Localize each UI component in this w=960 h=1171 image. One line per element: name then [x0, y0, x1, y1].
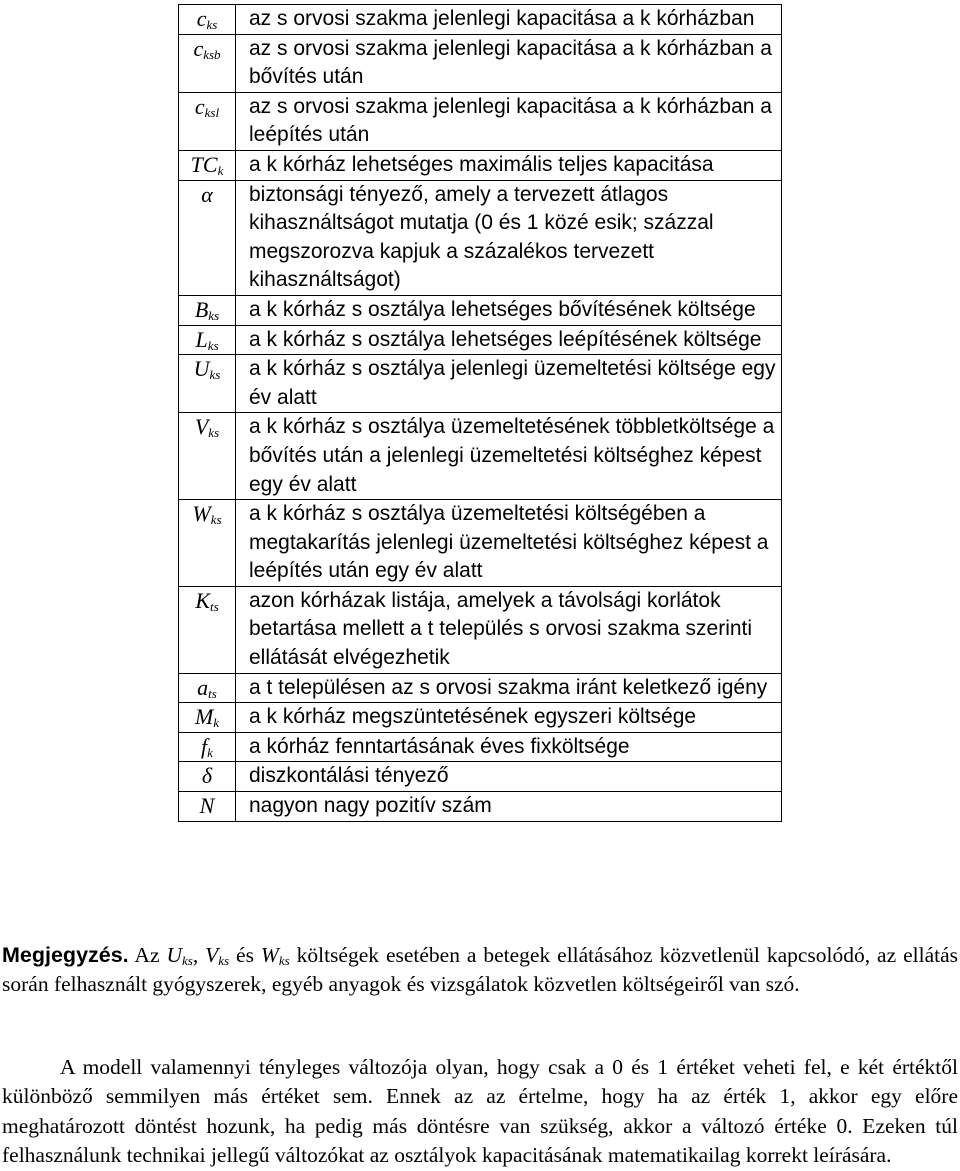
note-text: költségek esetében a betegek ellátásához közvetlenül kapcsolódó, az ellátás során felhasznált gyógyszerek, egyéb anyagok és vizsgálatok közvetlen költségeiről van szó.: [2, 942, 958, 996]
symbol-row: [179, 92, 782, 150]
definition-cell: a t településen az s orvosi szakma iránt keletkező igény: [236, 673, 782, 703]
symbol-table-body: [179, 5, 782, 822]
symbol-row: [179, 732, 782, 762]
definition-cell: az s orvosi szakma jelenlegi kapacitása a k kórházban a bővítés után: [236, 34, 782, 92]
symbol-cell: $c_{ksb}$: [179, 34, 236, 92]
symbol-cell: $U_{ks}$: [179, 355, 236, 413]
symbol-cell: $c_{ks}$: [179, 5, 236, 35]
symbol-row: [179, 180, 782, 295]
definition-cell: azon kórházak listája, amelyek a távolsági korlátok betartása mellett a t település s orvosi szakma szerinti ellátását elvégezhetik: [236, 586, 782, 673]
note-u-symbol: $U_{ks}$: [166, 942, 193, 968]
symbol-row: [179, 355, 782, 413]
symbol-cell: $TC_k$: [179, 150, 236, 180]
symbol-cell: $c_{ksl}$: [179, 92, 236, 150]
definition-cell: nagyon nagy pozitív szám: [236, 792, 782, 822]
symbol-row: [179, 5, 782, 35]
symbol-row: [179, 762, 782, 792]
symbol-cell: $a_{ts}$: [179, 673, 236, 703]
symbol-row: [179, 673, 782, 703]
symbol-cell: $W_{ks}$: [179, 500, 236, 587]
symbol-cell: $K_{ts}$: [179, 586, 236, 673]
symbol-cell: $L_{ks}$: [179, 325, 236, 355]
definition-cell: a k kórház lehetséges maximális teljes kapacitása: [236, 150, 782, 180]
definition-cell: diszkontálási tényező: [236, 762, 782, 792]
symbol-row: [179, 295, 782, 325]
definition-cell: biztonsági tényező, amely a tervezett átlagos kihasználtságot mutatja (0 és 1 közé esik; százzal megszorozva kapjuk a százalékos tervezett kihasználtságot): [236, 180, 782, 295]
definition-cell: a k kórház s osztálya üzemeltetésének többletköltsége a bővítés után a jelenlegi üzemeltetési költséghez képest egy év alatt: [236, 413, 782, 500]
symbol-cell: $f_k$: [179, 732, 236, 762]
definition-cell: a k kórház megszüntetésének egyszeri költsége: [236, 703, 782, 733]
note-paragraph: [2, 941, 958, 1000]
note-comma: ,: [192, 942, 199, 967]
symbol-row: [179, 703, 782, 733]
symbol-cell: α: [179, 180, 236, 295]
definition-cell: a k kórház s osztálya lehetséges bővítésének költsége: [236, 295, 782, 325]
symbol-row: [179, 413, 782, 500]
definition-cell: a k kórház s osztálya jelenlegi üzemeltetési költsége egy év alatt: [236, 355, 782, 413]
definition-cell: a k kórház s osztálya lehetséges leépítésének költsége: [236, 325, 782, 355]
symbol-row: [179, 325, 782, 355]
definition-cell: az s orvosi szakma jelenlegi kapacitása a k kórházban: [236, 5, 782, 35]
definition-cell: a k kórház s osztálya üzemeltetési költségében a megtakarítás jelenlegi üzemeltetési költséghez képest a leépítés után egy év alatt: [236, 500, 782, 587]
note-v-symbol: $V_{ks}$: [205, 942, 230, 968]
symbol-row: [179, 792, 782, 822]
note-label: Megjegyzés.: [2, 942, 129, 967]
symbol-table: [178, 4, 782, 822]
note-az: Az: [134, 942, 160, 967]
symbol-row: [179, 500, 782, 587]
symbol-cell: δ: [179, 762, 236, 792]
symbol-row: [179, 586, 782, 673]
symbol-cell: $M_k$: [179, 703, 236, 733]
symbol-cell: $V_{ks}$: [179, 413, 236, 500]
symbol-cell: N: [179, 792, 236, 822]
symbol-cell: $B_{ks}$: [179, 295, 236, 325]
symbol-row: [179, 34, 782, 92]
symbol-row: [179, 150, 782, 180]
body-paragraph: A modell valamennyi tényleges változója olyan, hogy csak a 0 és 1 értéket veheti fel, e két értéktől különböző semmilyen más értéket sem. Ennek az az értelme, hogy ha az érték 1, akkor egy előre meghatározott döntést hozunk, ha pedig más döntésre van szükség, akkor a változó értéke 0. Ezeken túl felhasználunk technikai jellegű változókat az osztályok kapacitásának matematikailag korrekt leírására.: [2, 1054, 958, 1167]
note-es: és: [236, 942, 254, 967]
definition-cell: a kórház fenntartásának éves fixköltsége: [236, 732, 782, 762]
note-w-symbol: $W_{ks}$: [260, 942, 290, 968]
definition-cell: az s orvosi szakma jelenlegi kapacitása a k kórházban a leépítés után: [236, 92, 782, 150]
